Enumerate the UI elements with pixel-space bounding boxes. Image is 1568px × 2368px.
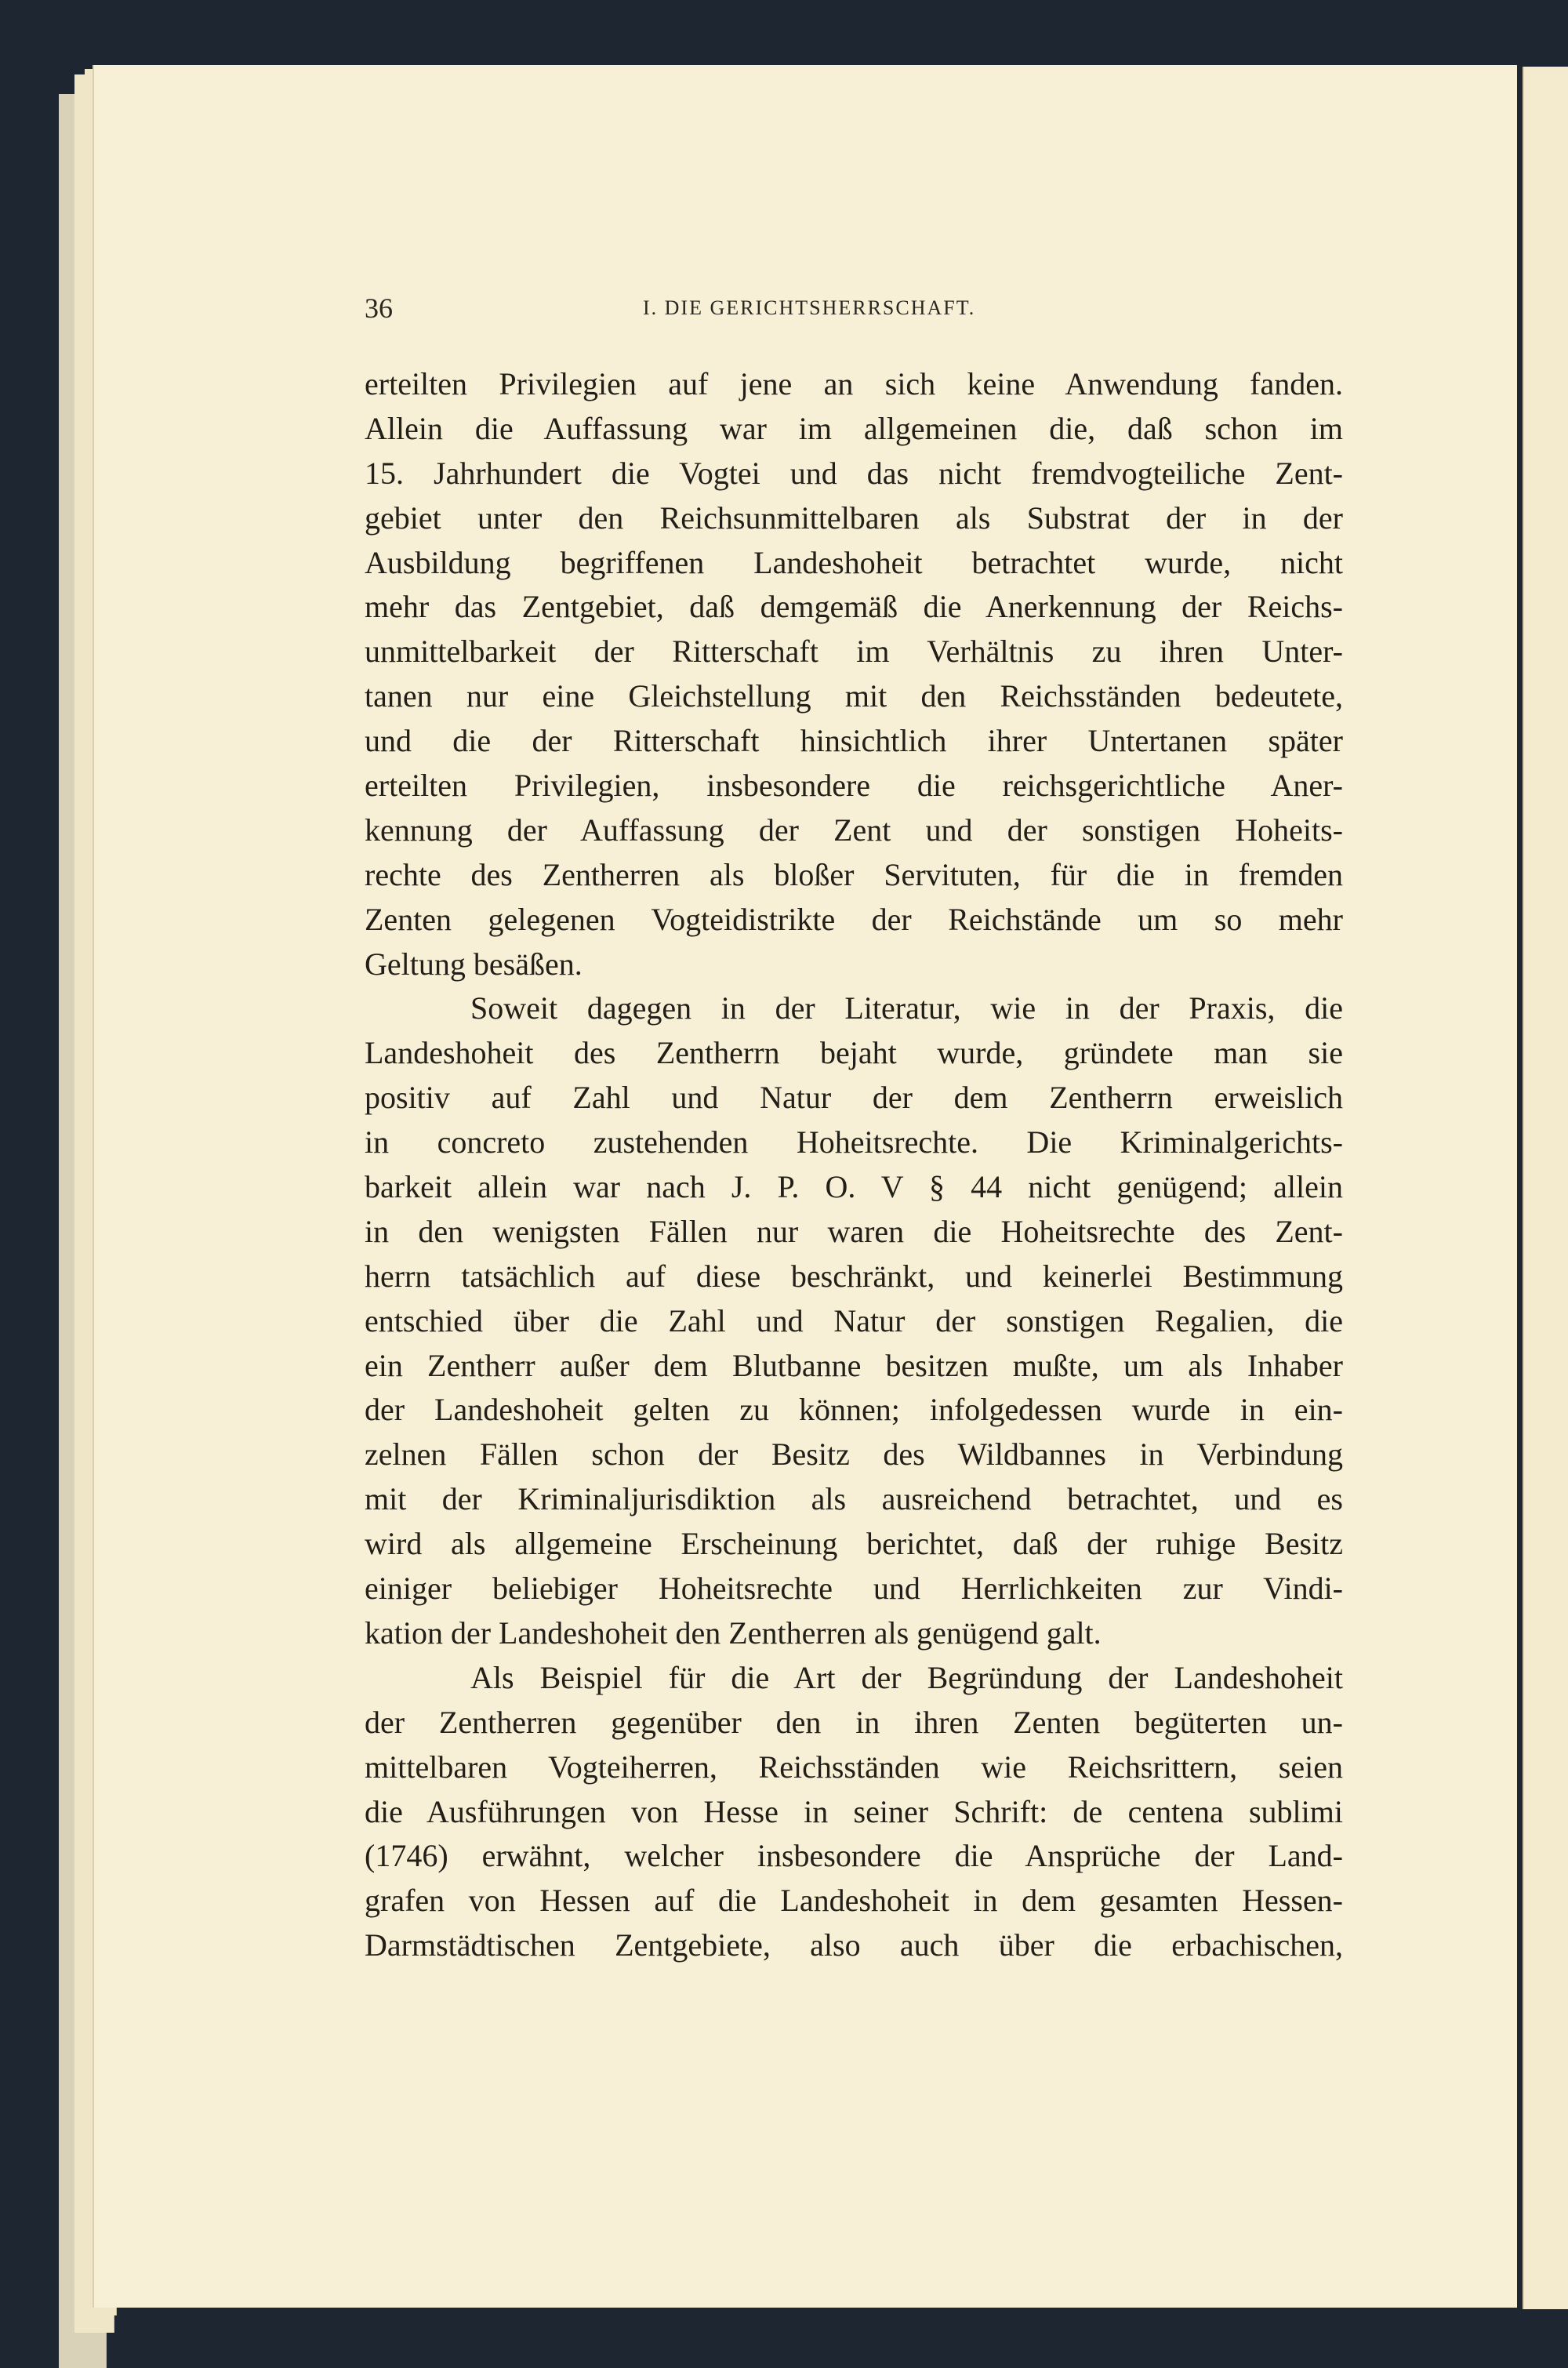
text-line: Geltung besäßen.: [365, 946, 583, 982]
page-number: 36: [365, 292, 393, 324]
page-header: [365, 292, 1343, 331]
text-line: Ausbildung begriffenen Landeshoheit betrachtet wurde, nicht: [365, 544, 1343, 580]
text-line: Allein die Auffassung war im allgemeinen die, daß schon im: [365, 410, 1343, 446]
text-line: erteilten Privilegien auf jene an sich keine Anwendung fanden.: [365, 366, 1343, 401]
text-line: mittelbaren Vogteiherren, Reichsständen wie Reichsrittern, seien: [365, 1749, 1343, 1785]
text-line: der Landeshoheit gelten zu können; infolgedessen wurde in ein-: [365, 1392, 1343, 1428]
text-line: und die der Ritterschaft hinsichtlich ihrer Untertanen später: [365, 723, 1343, 759]
text-line: positiv auf Zahl und Natur der dem Zentherrn erweislich: [365, 1080, 1343, 1116]
text-line: in concreto zustehenden Hoheitsrechte. Die Kriminalgerichts-: [365, 1124, 1343, 1160]
text-line: erteilten Privilegien, insbesondere die reichsgerichtliche Aner-: [365, 768, 1343, 804]
text-line: barkeit allein war nach J. P. O. V § 44 nicht genügend; allein: [365, 1169, 1343, 1205]
text-line: grafen von Hessen auf die Landeshoheit in dem gesamten Hessen-: [365, 1883, 1343, 1919]
text-line: rechte des Zentherren als bloßer Servituten, für die in fremden: [365, 856, 1343, 892]
text-line: der Zentherren gegenüber den in ihren Zenten begüterten un-: [365, 1704, 1343, 1740]
text-line: einiger beliebiger Hoheitsrechte und Herrlichkeiten zur Vindi-: [365, 1571, 1343, 1607]
running-head: I. DIE GERICHTSHERRSCHAFT.: [643, 296, 976, 319]
text-line: Landeshoheit des Zentherrn bejaht wurde, gründete man sie: [365, 1035, 1343, 1071]
text-line: Darmstädtischen Zentgebiete, also auch über die erbachischen,: [365, 1927, 1343, 1963]
text-line: kation der Landeshoheit den Zentherren als genügend galt.: [365, 1614, 1102, 1651]
text-line: die Ausführungen von Hesse in seiner Schrift: de centena sublimi: [365, 1793, 1343, 1829]
text-line: herrn tatsächlich auf diese beschränkt, und keinerlei Bestimmung: [365, 1258, 1343, 1294]
text-line: Zenten gelegenen Vogteidistrikte der Reichstände um so mehr: [365, 901, 1343, 937]
text-line: tanen nur eine Gleichstellung mit den Reichsständen bedeutete,: [365, 678, 1343, 714]
text-line: kennung der Auffassung der Zent und der sonstigen Hoheits-: [365, 812, 1343, 848]
text-line: (1746) erwähnt, welcher insbesondere die Ansprüche der Land-: [365, 1838, 1343, 1874]
text-line: wird als allgemeine Erscheinung berichtet, daß der ruhige Besitz: [365, 1526, 1343, 1562]
body-text: [365, 362, 1343, 1968]
text-line: mehr das Zentgebiet, daß demgemäß die Anerkennung der Reichs-: [365, 589, 1343, 625]
text-line: 15. Jahrhundert die Vogtei und das nicht fremdvogteiliche Zent-: [365, 455, 1343, 491]
text-line: zelnen Fällen schon der Besitz des Wildbannes in Verbindung: [365, 1436, 1343, 1473]
text-line: mit der Kriminaljurisdiktion als ausreichend betrachtet, und es: [365, 1481, 1343, 1517]
text-line: gebiet unter den Reichsunmittelbaren als Substrat der in der: [365, 499, 1343, 536]
text-line: Soweit dagegen in der Literatur, wie in der Praxis, die: [470, 990, 1343, 1026]
text-line: in den wenigsten Fällen nur waren die Hoheitsrechte des Zent-: [365, 1213, 1343, 1249]
facing-page-edge: [1523, 67, 1568, 2309]
text-line: entschied über die Zahl und Natur der sonstigen Regalien, die: [365, 1302, 1343, 1338]
text-line: Als Beispiel für die Art der Begründung der Landeshoheit: [470, 1659, 1343, 1695]
text-line: ein Zentherr außer dem Blutbanne besitzen mußte, um als Inhaber: [365, 1347, 1343, 1383]
text-line: unmittelbarkeit der Ritterschaft im Verhältnis zu ihren Unter-: [365, 634, 1343, 670]
